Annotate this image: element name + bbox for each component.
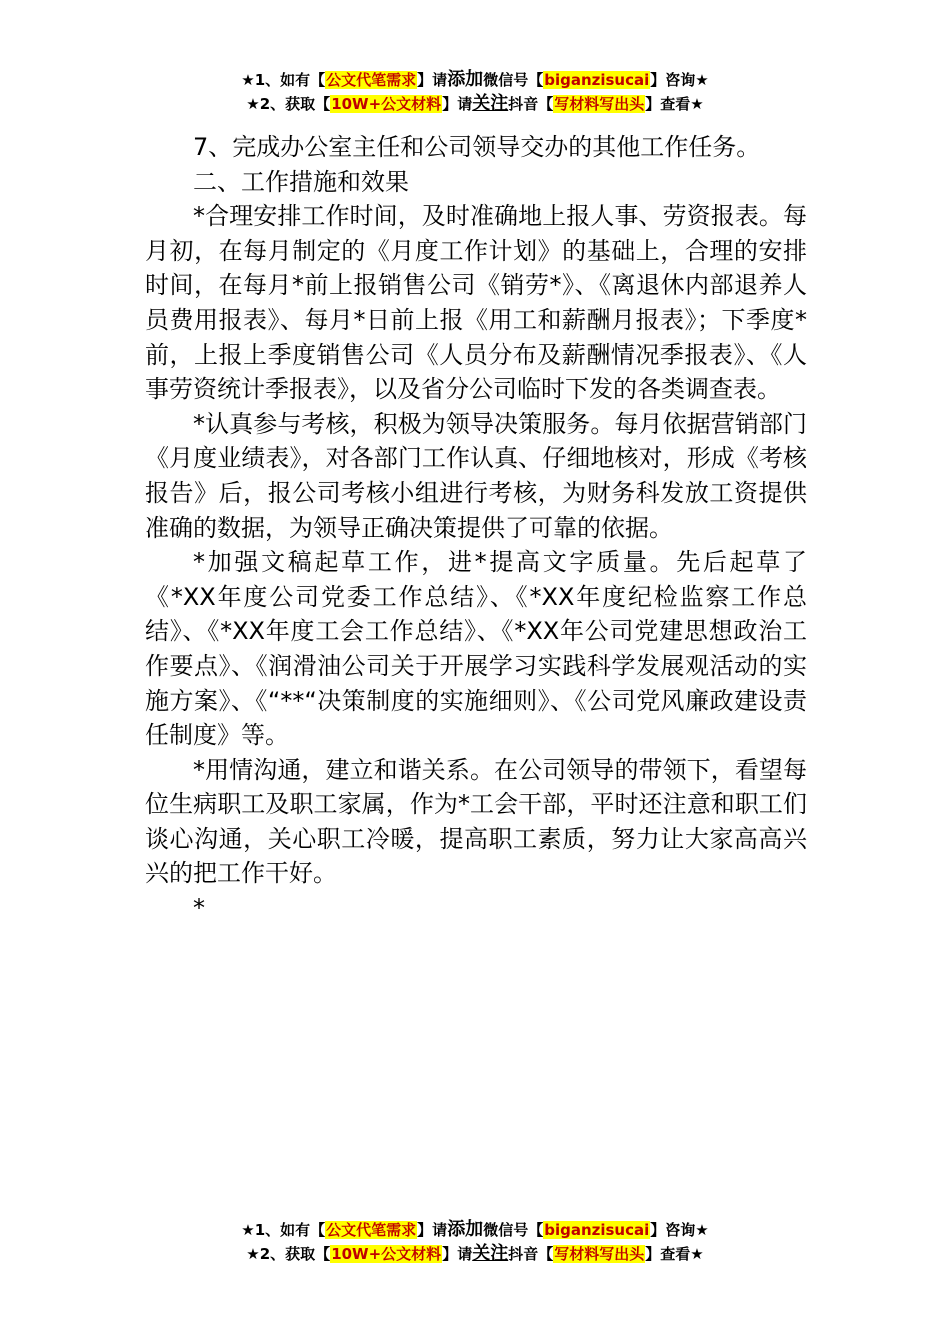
footer-line1-suffix: 】咨询★ xyxy=(650,1221,709,1239)
footer-line1-wechat-label: 微信号【 xyxy=(483,1221,544,1239)
footer-line2-douyin-id: 写材料写出头 xyxy=(554,1245,645,1263)
header-line1-suffix: 】咨询★ xyxy=(650,71,709,89)
header-line2-prefix: ★2、获取【 xyxy=(246,95,331,113)
footer-line1-emphasis: 添加 xyxy=(447,1219,484,1240)
footer-banner xyxy=(0,1218,950,1266)
header-line2-douyin-label: 抖音【 xyxy=(508,95,554,113)
paragraph-drafting: *加强文稿起草工作，进*提高文字质量。先后起草了《*XX年度公司党委工作总结》、《*XX年度纪检监察工作总结》、《*XX年度工会工作总结》、《*XX年公司党建思想政治工作要点》、《润滑油公司关于开展学习实践科学发展观活动的实施方案》、《“**“决策制度的实施细则》、《公司党风廉政建设责任制度》等。 xyxy=(145,548,807,750)
footer-line1-prefix: ★1、如有【 xyxy=(241,1221,326,1239)
footer-banner-line-2 xyxy=(0,1242,950,1266)
paragraph-task-7: 7、完成办公室主任和公司领导交办的其他工作任务。 xyxy=(193,133,761,161)
header-banner-line-2 xyxy=(0,92,950,116)
header-banner-line-1 xyxy=(0,68,950,92)
footer-line2-suffix: 】查看★ xyxy=(645,1245,704,1263)
header-line1-emphasis: 添加 xyxy=(447,69,484,90)
header-line2-highlight-materials: 10W+公文材料 xyxy=(331,95,442,113)
header-banner xyxy=(0,68,950,116)
paragraph-placeholder: * xyxy=(193,894,205,923)
header-line2-middle: 】请 xyxy=(442,95,473,113)
header-line2-suffix: 】查看★ xyxy=(645,95,704,113)
footer-line2-highlight-materials: 10W+公文材料 xyxy=(331,1245,442,1263)
paragraph-communication: *用情沟通，建立和谐关系。在公司领导的带领下，看望每位生病职工及职工家属，作为*工会干部，平时还注意和职工们谈心沟通，关心职工冷暖，提高职工素质，努力让大家高高兴兴的把工作干好。 xyxy=(145,755,807,888)
footer-line1-highlight-service: 公文代笔需求 xyxy=(326,1221,417,1239)
header-line1-wechat-id: biganzisucai xyxy=(544,71,650,89)
header-line1-prefix: ★1、如有【 xyxy=(241,71,326,89)
section-heading-measures: 二、工作措施和效果 xyxy=(193,167,409,196)
header-line1-middle: 】请 xyxy=(417,71,448,89)
document-body xyxy=(145,130,807,926)
footer-banner-line-1 xyxy=(0,1218,950,1242)
footer-line2-emphasis: 关注 xyxy=(472,1243,509,1264)
header-line1-highlight-service: 公文代笔需求 xyxy=(326,71,417,89)
paragraph-assessment: *认真参与考核，积极为领导决策服务。每月依据营销部门《月度业绩表》，对各部门工作认真、仔细地核对，形成《考核报告》后，报公司考核小组进行考核，为财务科发放工资提供准确的数据，为领导正确决策提供了可靠的依据。 xyxy=(145,409,807,542)
footer-line2-middle: 】请 xyxy=(442,1245,473,1263)
paragraph-reports: *合理安排工作时间，及时准确地上报人事、劳资报表。每月初，在每月制定的《月度工作计划》的基础上，合理的安排时间，在每月*前上报销售公司《销劳*》、《离退休内部退养人员费用报表》、每月*日前上报《用工和薪酬月报表》；下季度*前，上报上季度销售公司《人员分布及薪酬情况季报表》、《人事劳资统计季报表》，以及省分公司临时下发的各类调查表。 xyxy=(145,202,807,404)
footer-line1-middle: 】请 xyxy=(417,1221,448,1239)
footer-line2-douyin-label: 抖音【 xyxy=(508,1245,554,1263)
header-line2-douyin-id: 写材料写出头 xyxy=(554,95,645,113)
footer-line2-prefix: ★2、获取【 xyxy=(246,1245,331,1263)
header-line1-wechat-label: 微信号【 xyxy=(483,71,544,89)
header-line2-emphasis: 关注 xyxy=(472,93,509,114)
footer-line1-wechat-id: biganzisucai xyxy=(544,1221,650,1239)
